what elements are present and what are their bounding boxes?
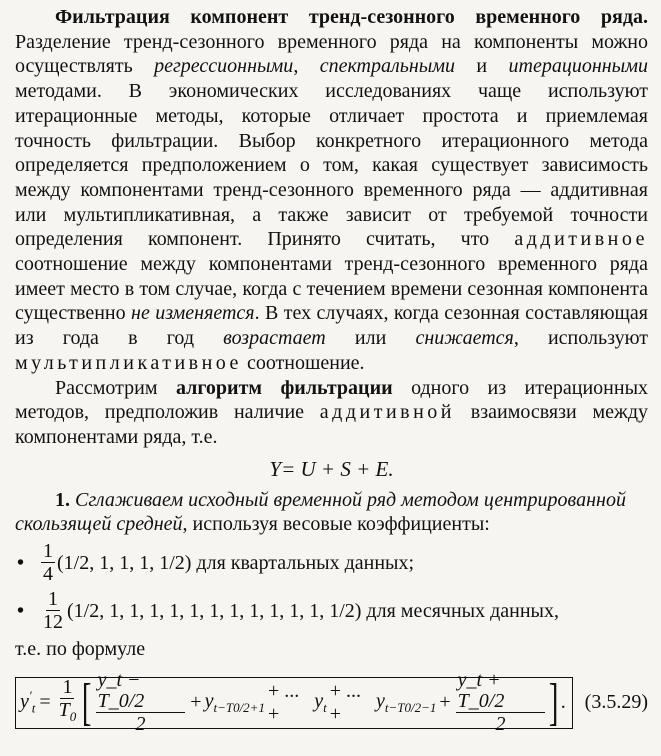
fraction-first-term: $\frac{y\_t - T\_0/2}{2}$ — [96, 670, 186, 735]
equation-box: $y'_t$ = $\frac{1}{T_0}$ [ $\frac{y\_t - T\_0/2}{2}$ + $y_{t-T0/2+1}$ + ... + $y_t$ + ... + $y_{t-T0/2-1}$ + $\frac{y\_t + T\_0/2}{2}$ ] . — [15, 677, 573, 729]
formula-intro: т.е. по формуле — [15, 638, 146, 661]
bullet-quarterly: • $\frac{1}{4}$ (1/2, 1, 1, 1, 1/2) для квартальных данных; — [17, 540, 415, 586]
bullet-monthly: • $\frac{1}{12}$ (1/2, 1, 1, 1, 1, 1, 1, 1, 1, 1, 1, 1, 1/2) для месячных данных, — [17, 588, 559, 634]
weight-fraction: $\frac{1}{12}$ — [43, 588, 63, 634]
paragraph-filtration: Фильтрация компонент тренд-сезонного временного ряда. Разделение тренд-сезонного временного ряда на компоненты можно осуществлять регрессионными, спектральными и итерационными методами. В экономических исследованиях чаще используют итерационные методы, которые отличает простота и приемлемая точность фильтрации. Выбор конкретного итерационного метода определяется предположением о том, какая существует зависимость между компонентами тренд-сезонного временного ряда — аддитивная или мультипликативная, а также зависит от требуемой точности определения компонент. Принято считать, что аддитивное соотношение между компонентами тренд-сезонного временного ряда имеет место в том случае, когда с течением времени сезонная компонента существенно не изменяется. В тех случаях, когда сезонная составляющая из года в год возрастает или снижается, используют мультипликативное соотношение. — [15, 6, 648, 374]
fraction-one-over-t0: $\frac{1}{T_0}$ — [58, 676, 77, 725]
fraction-last-term: $\frac{y\_t + T\_0/2}{2}$ — [456, 670, 546, 735]
top-dotted-mark — [430, 0, 660, 1]
bullet-dot: • — [17, 551, 25, 574]
moving-average-equation — [15, 669, 648, 736]
paragraph-algorithm: Рассмотрим алгоритм фильтрации одного из итерационных методов, предположив наличие аддитивной взаимосвязи между компонентами ряда, т.е. — [15, 376, 649, 448]
left-bracket: [ — [82, 673, 92, 731]
step-1: 1. Сглаживаем исходный временной ряд методом центрированной скользящей средней, используя весовые коэффициенты: — [15, 488, 626, 536]
bullet-dot: • — [17, 599, 25, 622]
weight-fraction: $\frac{1}{4}$ — [43, 540, 53, 586]
equation-number: (3.5.29) — [584, 691, 648, 714]
additive-model-formula: Y= U + S + E. — [269, 456, 394, 481]
right-bracket: ] — [549, 673, 559, 731]
paragraph-title: Фильтрация компонент тренд-сезонного временного ряда. — [55, 6, 648, 28]
